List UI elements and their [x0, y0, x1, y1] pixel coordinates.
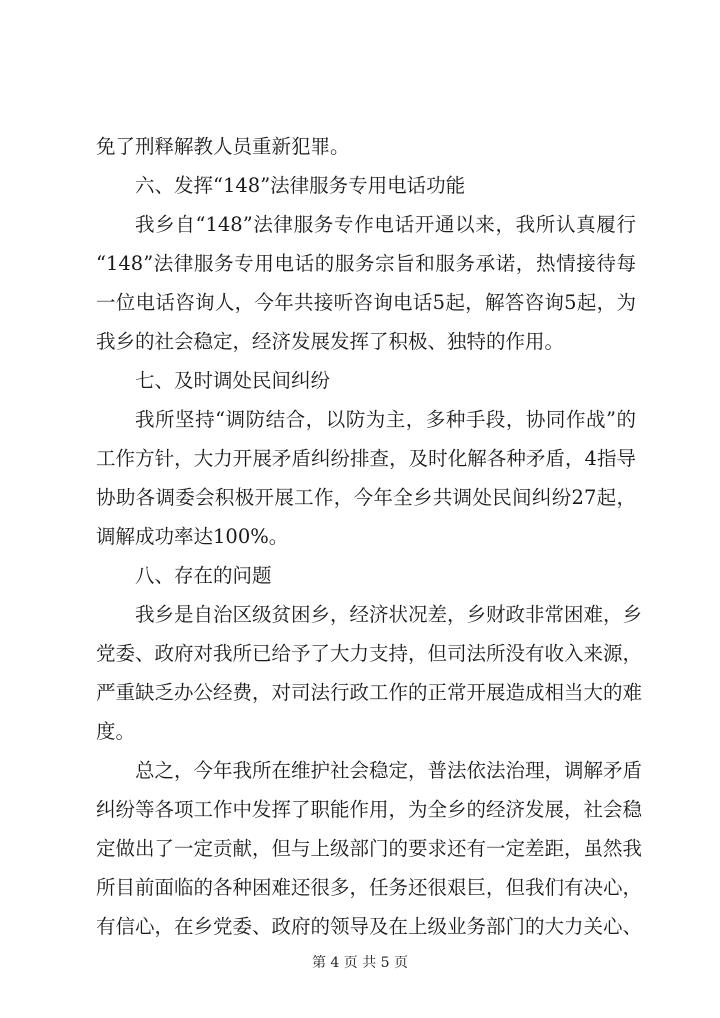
text-line: 严重缺乏办公经费，对司法行政工作的正常开展造成相当大的难 — [96, 681, 643, 704]
text-line: 总之，今年我所在维护社会稳定，普法依法治理，调解矛盾 — [135, 759, 643, 782]
section-heading: 六、发挥“148”法律服务专用电话功能 — [135, 174, 466, 197]
text-line: 工作方针，大力开展矛盾纠纷排查，及时化解各种矛盾，4指导 — [96, 447, 636, 470]
text-line: 定做出了一定贡献，但与上级部门的要求还有一定差距，虽然我 — [96, 837, 643, 860]
text-line: 纠纷等各项工作中发挥了职能作用，为全乡的经济发展，社会稳 — [96, 798, 643, 821]
text-line: 调解成功率达100%。 — [96, 525, 289, 548]
text-line: 我乡的社会稳定，经济发展发挥了积极、独特的作用。 — [96, 330, 565, 353]
text-line: “148”法律服务专用电话的服务宗旨和服务承诺，热情接待每 — [96, 252, 636, 275]
text-line: 我乡是自治区级贫困乡，经济状况差，乡财政非常困难，乡 — [135, 603, 643, 626]
text-line: 一位电话咨询人，今年共接听咨询电话5起，解答咨询5起，为 — [96, 291, 636, 314]
page-number-footer: 第 4 页 共 5 页 — [311, 955, 409, 971]
text-line: 我所坚持“调防结合，以防为主，多种手段，协同作战”的 — [135, 408, 636, 431]
text-line: 党委、政府对我所已给予了大力支持，但司法所没有收入来源， — [96, 642, 643, 665]
text-line: 有信心，在乡党委、政府的领导及在上级业务部门的大力关心、 — [96, 915, 643, 938]
text-line: 我乡自“148”法律服务专作电话开通以来，我所认真履行 — [135, 213, 636, 236]
text-line: 协助各调委会积极开展工作，今年全乡共调处民间纠纷27起， — [96, 486, 636, 509]
section-heading: 七、及时调处民间纠纷 — [135, 369, 331, 392]
text-line: 度。 — [96, 720, 136, 743]
text-line: 所目前面临的各种困难还很多，任务还很艰巨，但我们有决心， — [96, 876, 643, 899]
section-heading: 八、存在的问题 — [135, 564, 272, 587]
text-line: 免了刑释解教人员重新犯罪。 — [96, 135, 350, 158]
